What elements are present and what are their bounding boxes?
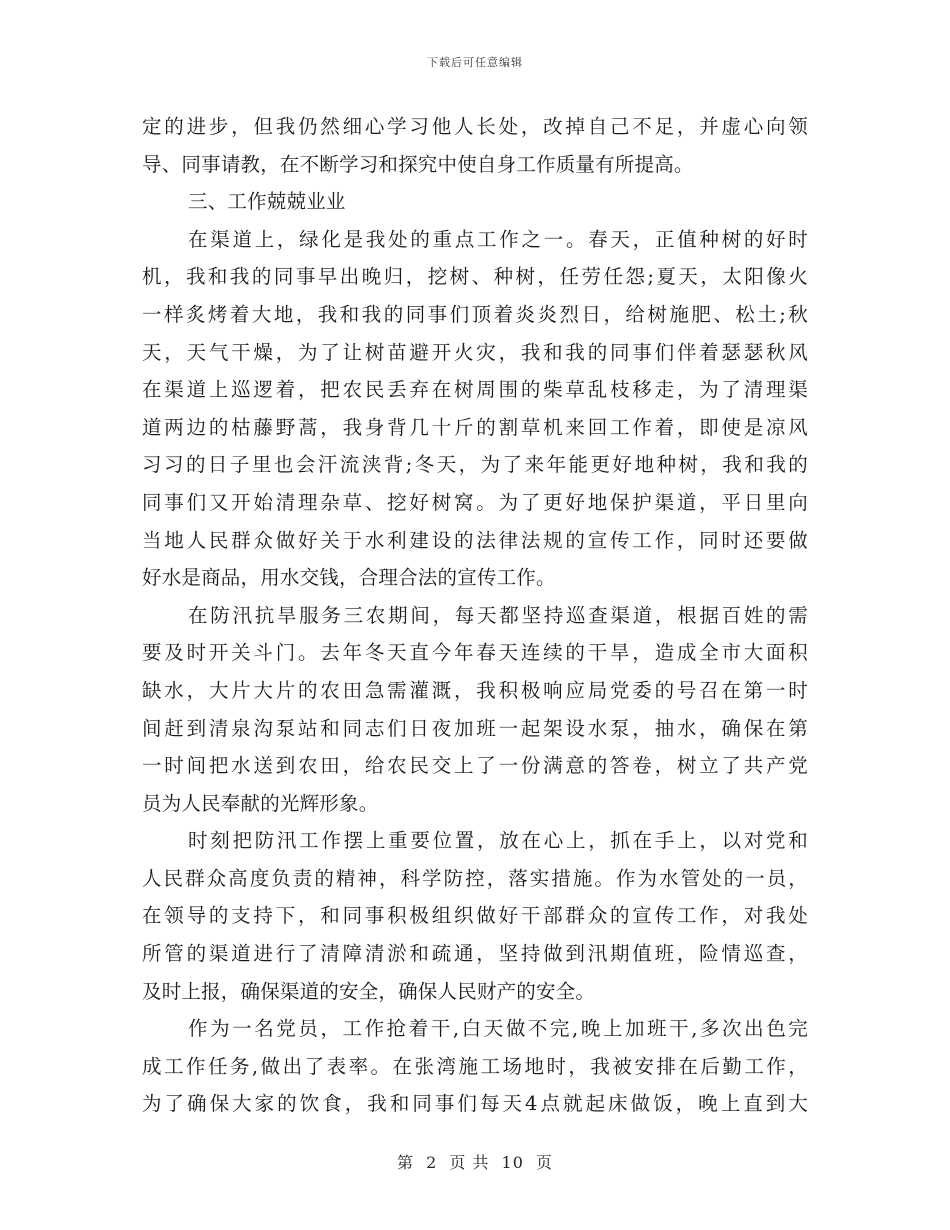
text-line: 为了确保大家的饮食，我和同事们每天4点就起床做饭，晚上直到大 xyxy=(142,1092,808,1116)
text-line: 作为一名党员，工作抢着干,白天做不完,晚上加班干,多次出色完 xyxy=(188,1017,808,1041)
text-line: 所管的渠道进行了清障清淤和疏通，坚持做到汛期值班，险情巡查， xyxy=(142,942,808,966)
text-line: 天，天气干燥，为了让树苗避开火灾，我和我的同事们伴着瑟瑟秋风 xyxy=(142,340,808,364)
page-header: 下载后可任意编辑 xyxy=(427,56,523,69)
current-page-number: 2 xyxy=(426,1153,438,1172)
text-line: 在渠道上，绿化是我处的重点工作之一。春天，正值种树的好时 xyxy=(188,227,808,251)
text-line: 缺水，大片大片的农田急需灌溉，我积极响应局党委的号召在第一时 xyxy=(142,678,808,702)
text-line: 一样炙烤着大地，我和我的同事们顶着炎炎烈日，给树施肥、松土;秋 xyxy=(142,302,808,326)
footer-suffix: 页 xyxy=(536,1153,554,1172)
text-line: 员为人民奉献的光辉形象。 xyxy=(142,791,379,815)
footer-prefix: 第 xyxy=(396,1153,414,1172)
text-line: 机，我和我的同事早出晚归，挖树、种树，任劳任怨;夏天，太阳像火 xyxy=(142,265,808,289)
text-line: 人民群众高度负责的精神，科学防控，落实措施。作为水管处的一员， xyxy=(142,866,808,890)
text-line: 在防汛抗旱服务三农期间，每天都坚持巡查渠道，根据百姓的需 xyxy=(188,603,808,627)
text-line: 当地人民群众做好关于水利建设的法律法规的宣传工作，同时还要做 xyxy=(142,528,808,552)
footer-middle: 页 共 xyxy=(449,1153,490,1172)
text-line: 成工作任务,做出了表率。在张湾施工场地时，我被安排在后勤工作， xyxy=(142,1054,808,1078)
text-line: 要及时开关斗门。去年冬天直今年春天连续的干旱，造成全市大面积 xyxy=(142,641,808,665)
text-line: 一时间把水送到农田，给农民交上了一份满意的答卷，树立了共产党 xyxy=(142,754,808,778)
document-body xyxy=(142,108,808,1123)
text-line: 及时上报，确保渠道的安全，确保人民财产的安全。 xyxy=(142,979,596,1003)
text-line: 好水是商品，用水交钱，合理合法的宣传工作。 xyxy=(142,566,556,590)
text-line: 同事们又开始清理杂草、挖好树窝。为了更好地保护渠道，平日里向 xyxy=(142,490,808,514)
text-line: 定的进步，但我仍然细心学习他人长处，改掉自己不足，并虚心向领 xyxy=(142,115,808,138)
text-line: 在渠道上巡逻着，把农民丢弃在树周围的柴草乱枝移走，为了清理渠 xyxy=(142,378,808,402)
page-footer xyxy=(0,1150,950,1173)
text-line: 道两边的枯藤野蒿，我身背几十斤的割草机来回工作着，即使是凉风 xyxy=(142,415,808,439)
section-heading: 三、工作兢兢业业 xyxy=(188,190,346,214)
text-line: 间赶到清泉沟泵站和同志们日夜加班一起架设水泵，抽水，确保在第 xyxy=(142,716,808,740)
text-line: 习习的日子里也会汗流浃背;冬天，为了来年能更好地种树，我和我的 xyxy=(142,453,808,477)
text-line: 在领导的支持下，和同事积极组织做好干部群众的宣传工作，对我处 xyxy=(142,904,808,928)
text-line: 时刻把防汛工作摆上重要位置，放在心上，抓在手上，以对党和 xyxy=(188,829,808,853)
total-pages-number: 10 xyxy=(501,1153,524,1172)
text-line: 导、同事请教，在不断学习和探究中使自身工作质量有所提高。 xyxy=(142,152,694,176)
